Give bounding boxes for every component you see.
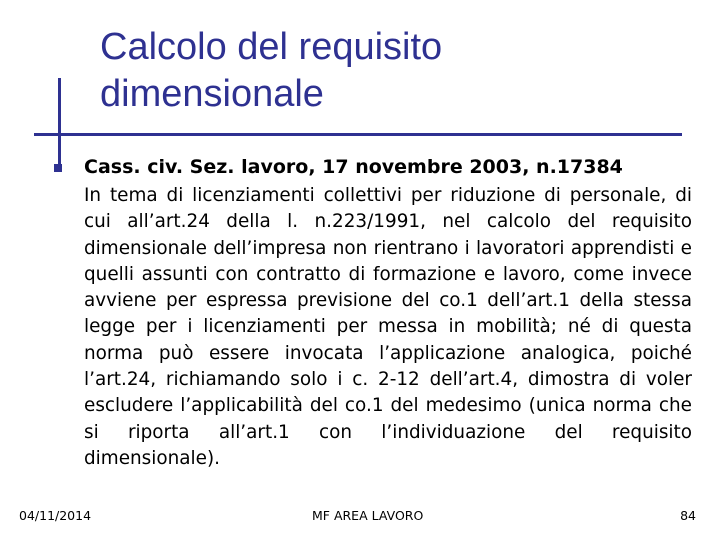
title-underline-rule xyxy=(34,133,682,136)
bullet-body-text: In tema di licenziamenti collettivi per riduzione di personale, di cui all’art.24 della l. n.223/1991, nel calcolo del requisito dimensionale dell’impresa non rientrano i lavoratori apprendisti e quelli assunti con contratto di formazione e lavoro, come invece avviene per espressa previsione del co.1 dell’art.1 della stessa legge per i licenziamenti per messa in mobilità; né di questa norma può essere invocata l’applicazione analogica, poiché l’art.24, richiamando solo i c. 2-12 dell’art.4, dimostra di voler escludere l’applicabilità del co.1 del medesimo (unica norma che si riporta all’art.1 con l’individuazione del requisito dimensionale). xyxy=(84,185,692,469)
footer-center-text: MF AREA LAVORO xyxy=(312,508,424,523)
slide-title: Calcolo del requisito dimensionale xyxy=(100,26,443,115)
bullet-item xyxy=(52,152,692,472)
bullet-heading: Cass. civ. Sez. lavoro, 17 novembre 2003, n.17384 xyxy=(84,156,623,178)
footer-page-number: 84 xyxy=(680,508,696,523)
footer-date: 04/11/2014 xyxy=(19,508,92,523)
square-bullet-icon xyxy=(54,164,62,172)
slide-content xyxy=(52,152,692,472)
